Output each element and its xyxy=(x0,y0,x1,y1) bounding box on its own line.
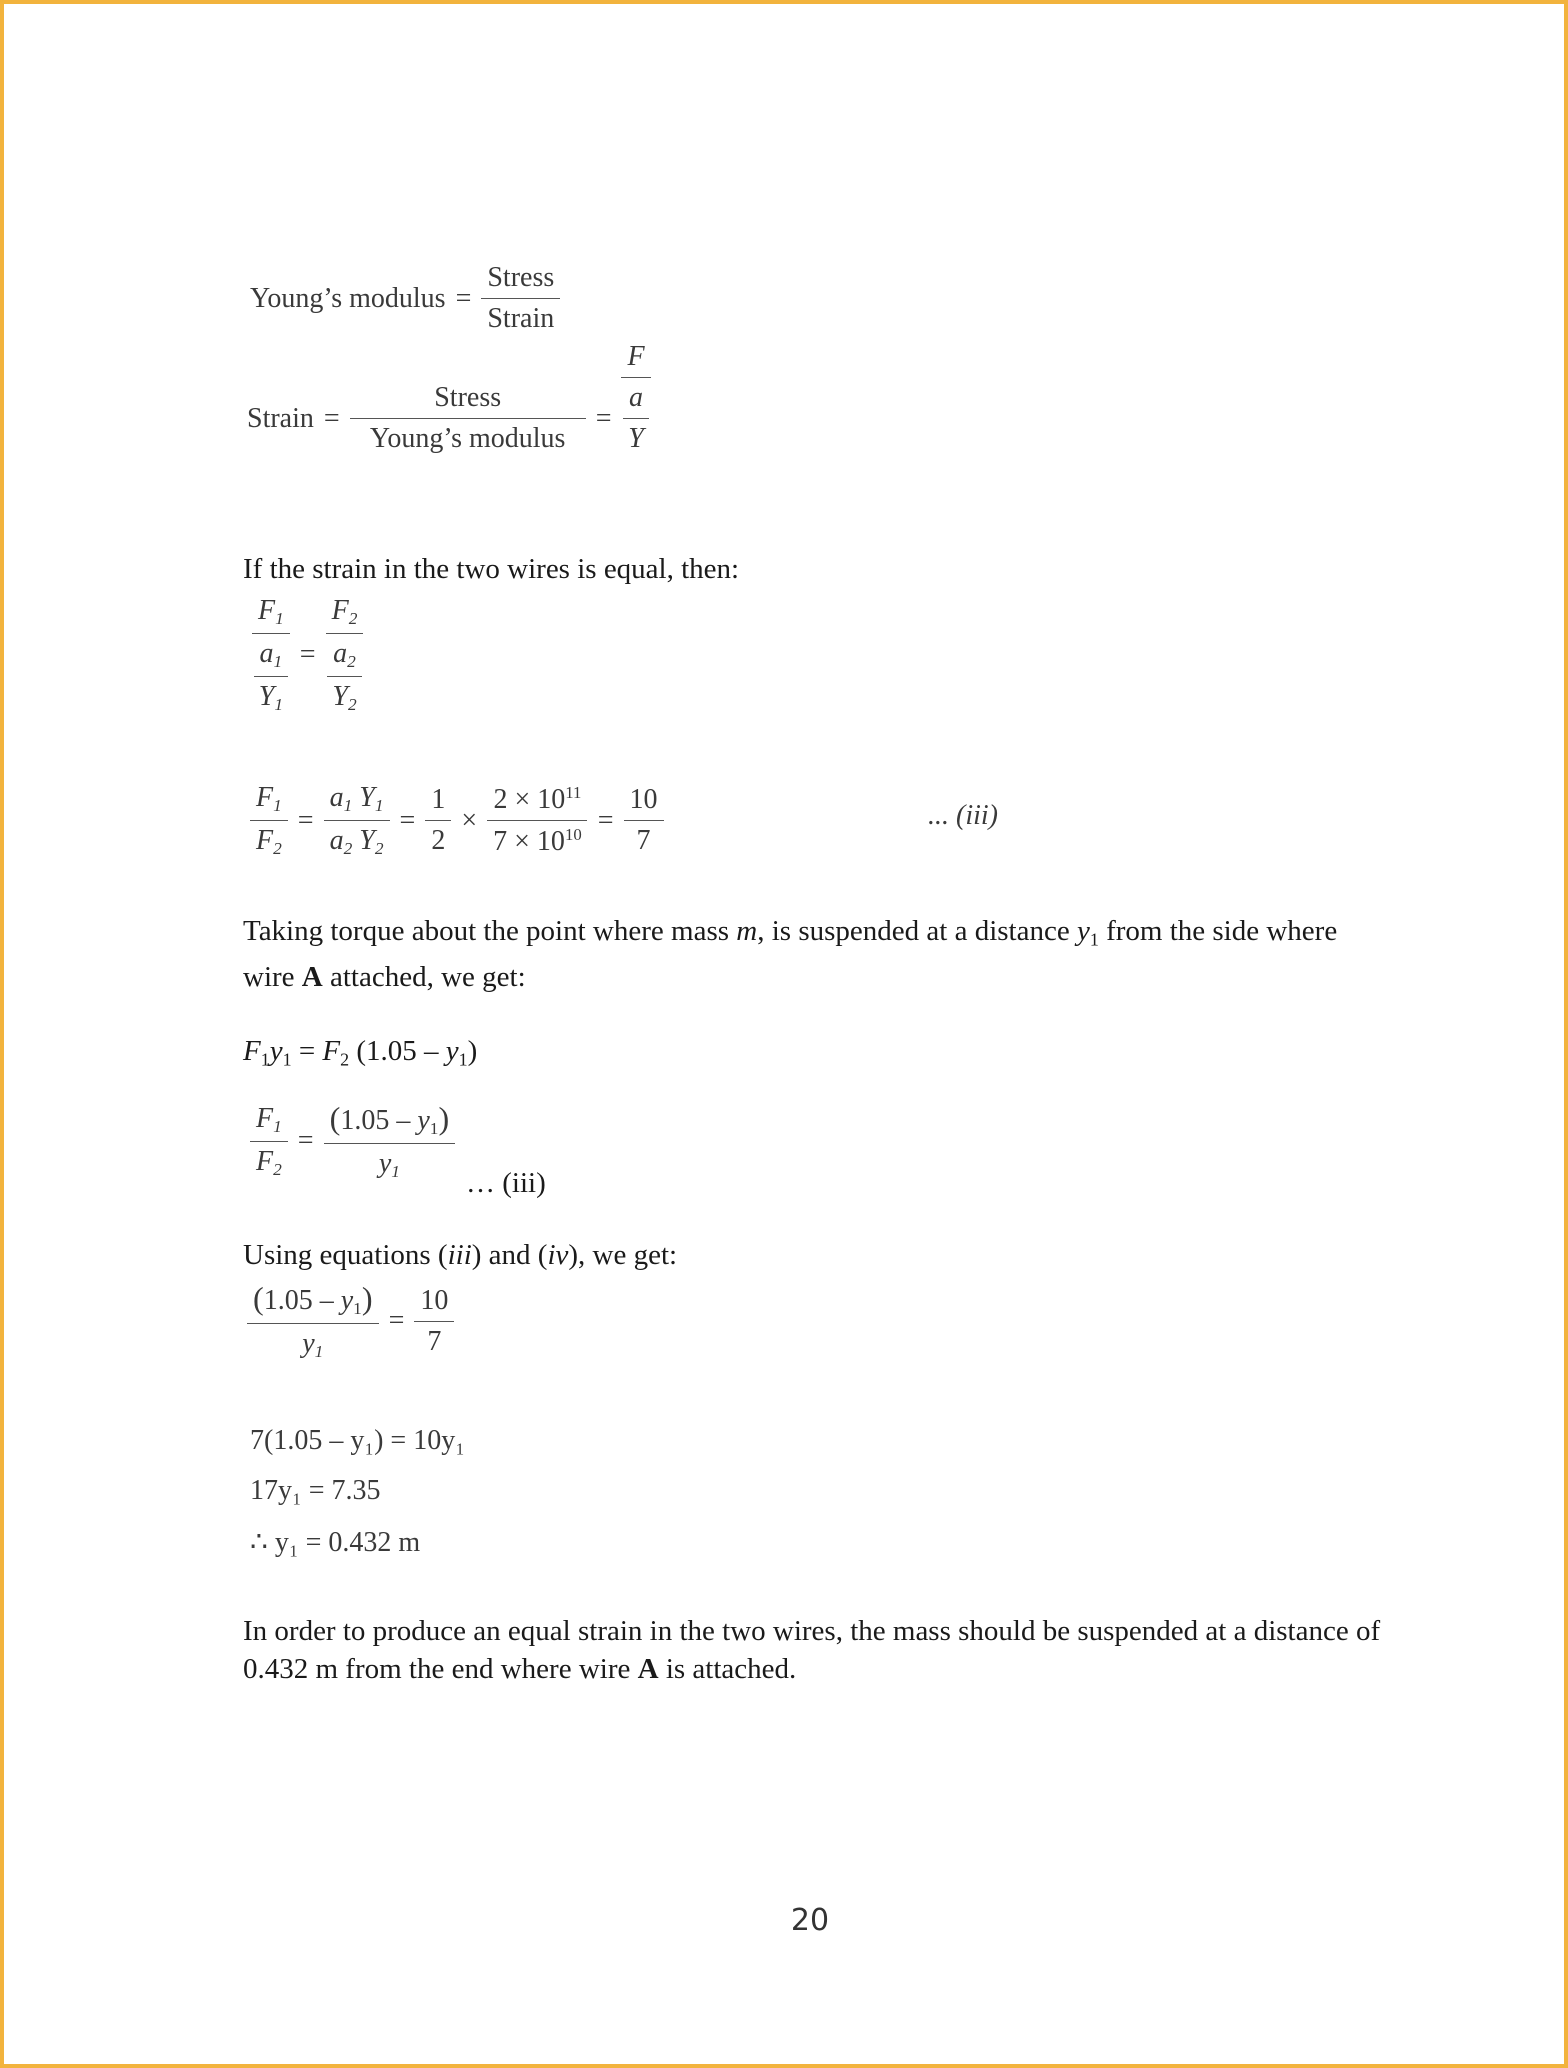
stress-strain-fraction: $\frac{\text{Stress}}{\text{Strain}}$ xyxy=(481,262,560,335)
force-ratio-torque-equation: $\frac{F_1}{F_2}$ = $\frac{(1.05 - y_1)}{y_1}$ xyxy=(250,1100,455,1182)
youngs-modulus-lhs: Young’s modulus xyxy=(250,282,446,314)
youngs-modulus-equation: Young’s modulus = $\frac{\text{Stress}}{\text{Strain}}$ xyxy=(250,262,560,335)
paragraph-conclusion: In order to produce an equal strain in the two wires, the mass should be suspended at a distance of 0.432 m from the end where wire A is attached. xyxy=(243,1615,1381,1685)
equation-label-iii-b: … (iii) xyxy=(466,1167,546,1199)
equation-label-iii-a: ... (iii) xyxy=(928,800,998,831)
paragraph-using-equations: Using equations (iii) and (iv), we get: xyxy=(243,1239,678,1271)
torque-equation: $F_1y_1 = F_2$ $(1.05 - y_1)$ xyxy=(243,1035,478,1070)
equal-strain-equation: $F_1$ $a_1$ $Y_1$ = $F_2$ $a_2$ $Y_2$ xyxy=(252,595,363,716)
solution-line-1: 7(1.05 – y₁) = 10y₁ xyxy=(250,1425,465,1456)
strain-lhs: Strain xyxy=(247,402,314,434)
solution-line-2: 17y₁ = 7.35 xyxy=(250,1475,381,1506)
f-a-y-fraction: F a Y xyxy=(621,341,650,455)
stress-over-modulus-fraction: $\frac{\text{Stress}}{\text{Young’s modulus}}$ xyxy=(350,382,586,455)
solution-line-3: ∴ y₁ = 0.432 m xyxy=(250,1527,421,1558)
paragraph-equal-strain: If the strain in the two wires is equal, then: xyxy=(243,553,740,585)
strain-equation: Strain = $\frac{\text{Stress}}{\text{Young’s modulus}}$ = F a Y xyxy=(247,382,651,455)
paragraph-torque: Taking torque about the point where mass m, is suspended at a distance $y_1$ from the side where wire A attached, we get: xyxy=(243,915,1338,994)
combined-equation: $\frac{(1.05 - y_1)}{y_1}$ = $\frac{10}{7}$ xyxy=(247,1280,454,1362)
page-number: 20 xyxy=(790,1903,830,1938)
force-ratio-equation: $\frac{F_1}{F_2}$ = $\frac{a_1 Y_1}{a_2 Y_2}$ = $\frac{1}{2}$ × $\frac{2 \times 10^{11}}{7 \times 10^{10}}$ = $\frac{10}{7}$ xyxy=(250,782,664,859)
